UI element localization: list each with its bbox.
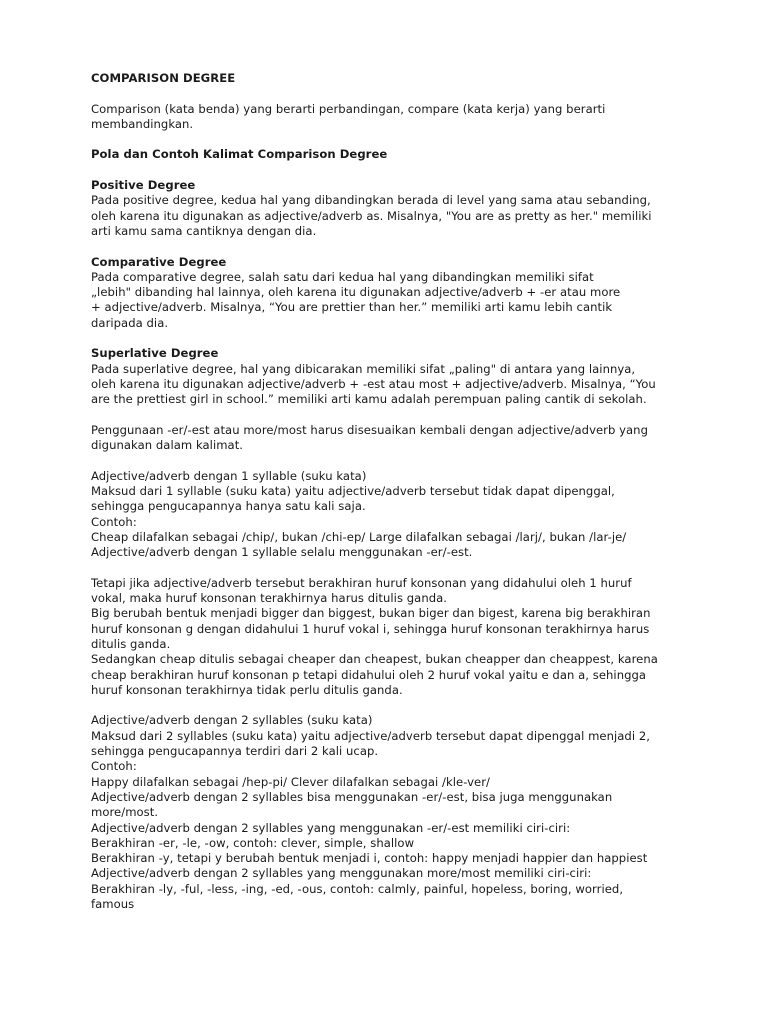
heading — [91, 178, 691, 193]
paragraph — [91, 102, 691, 133]
paragraph-gap — [91, 239, 691, 254]
paragraph-gap — [91, 453, 691, 468]
text-line: digunakan dalam kalimat. — [91, 438, 244, 453]
text-line: huruf konsonan terakhirnya tidak perlu ditulis ganda. — [91, 682, 403, 697]
paragraph — [91, 713, 691, 912]
text-line: Maksud dari 1 syllable (suku kata) yaitu adjective/adverb tersebut tidak dapat dipenggal, — [91, 484, 615, 499]
text-line: Positive Degree — [91, 178, 196, 193]
paragraph — [91, 193, 691, 239]
text-line: Pola dan Contoh Kalimat Comparison Degree — [91, 147, 388, 162]
text-line: ditulis ganda. — [91, 636, 171, 651]
text-line: Adjective/adverb dengan 1 syllable (suku kata) — [91, 468, 367, 483]
text-line: cheap berakhiran huruf konsonan p tetapi didahului oleh 2 huruf vokal yaitu e dan a, sehingga — [91, 667, 647, 682]
paragraph — [91, 469, 691, 561]
paragraph-gap — [91, 408, 691, 423]
paragraph-gap — [91, 163, 691, 178]
text-line: Cheap dilafalkan sebagai /chip/, bukan /chi-ep/ Large dilafalkan sebagai /larj/, bukan /lar-je/ — [91, 529, 627, 544]
text-line: famous — [91, 897, 135, 912]
heading — [91, 71, 691, 86]
paragraph-gap — [91, 698, 691, 713]
text-line: Happy dilafalkan sebagai /hep-pi/ Clever dilafalkan sebagai /kle-ver/ — [91, 774, 490, 789]
text-line: arti kamu sama cantiknya dengan dia. — [91, 223, 317, 238]
text-line: vokal, maka huruf konsonan terakhirnya harus ditulis ganda. — [91, 591, 448, 606]
paragraph — [91, 423, 691, 454]
text-line: Comparative Degree — [91, 254, 227, 269]
text-line: Maksud dari 2 syllables (suku kata) yaitu adjective/adverb tersebut dapat dipenggal menjadi 2, — [91, 728, 651, 743]
paragraph-gap — [91, 331, 691, 346]
text-line: Superlative Degree — [91, 346, 219, 361]
text-line: Pada comparative degree, salah satu dari kedua hal yang dibandingkan memiliki sifat — [91, 269, 594, 284]
heading — [91, 147, 691, 162]
text-line: sehingga pengucapannya terdiri dari 2 kali ucap. — [91, 744, 379, 759]
text-line: Sedangkan cheap ditulis sebagai cheaper dan cheapest, bukan cheapper dan cheappest, karena — [91, 652, 658, 667]
text-line: Adjective/adverb dengan 1 syllable selalu menggunakan -er/-est. — [91, 545, 473, 560]
text-line: Comparison (kata benda) yang berarti perbandingan, compare (kata kerja) yang berarti — [91, 101, 606, 116]
text-line: Adjective/adverb dengan 2 syllables yang menggunakan more/most memiliki ciri-ciri: — [91, 866, 592, 881]
paragraph — [91, 362, 691, 408]
text-line: Contoh: — [91, 514, 137, 529]
paragraph-gap — [91, 561, 691, 576]
text-line: daripada dia. — [91, 315, 169, 330]
text-line: Berakhiran -ly, -ful, -less, -ing, -ed, -ous, contoh: calmly, painful, hopeless, boring, worried, — [91, 881, 624, 896]
text-line: Pada superlative degree, hal yang dibicarakan memiliki sifat „paling" di antara yang lainnya, — [91, 361, 636, 376]
text-line: Adjective/adverb dengan 2 syllables bisa menggunakan -er/-est, bisa juga menggunakan — [91, 789, 613, 804]
text-line: oleh karena itu digunakan as adjective/adverb as. Misalnya, "You are as pretty as her." memiliki — [91, 208, 652, 223]
text-line: sehingga pengucapannya hanya satu kali saja. — [91, 499, 366, 514]
text-line: more/most. — [91, 805, 159, 820]
text-line: Berakhiran -y, tetapi y berubah bentuk menjadi i, contoh: happy menjadi happier dan happiest — [91, 851, 648, 866]
text-line: Pada positive degree, kedua hal yang dibandingkan berada di level yang sama atau sebanding, — [91, 193, 651, 208]
text-line: are the prettiest girl in school.” memiliki arti kamu adalah perempuan paling cantik di sekolah. — [91, 392, 647, 407]
text-line: „lebih" dibanding hal lainnya, oleh karena itu digunakan adjective/adverb + -er atau more — [91, 285, 621, 300]
heading — [91, 346, 691, 361]
document-page — [91, 71, 691, 912]
text-line: Penggunaan -er/-est atau more/most harus disesuaikan kembali dengan adjective/adverb yang — [91, 422, 648, 437]
text-line: COMPARISON DEGREE — [91, 71, 236, 85]
paragraph-gap — [91, 132, 691, 147]
text-line: huruf konsonan g dengan didahului 1 huruf vokal i, sehingga huruf konsonan terakhirnya harus — [91, 621, 650, 636]
text-line: Big berubah bentuk menjadi bigger dan biggest, bukan biger dan bigest, karena big berakhiran — [91, 606, 651, 621]
paragraph — [91, 270, 691, 331]
text-line: oleh karena itu digunakan adjective/adverb + -est atau most + adjective/adverb. Misalnya, “You — [91, 376, 656, 391]
text-line: Tetapi jika adjective/adverb tersebut berakhiran huruf konsonan yang didahului oleh 1 huruf — [91, 575, 632, 590]
heading — [91, 255, 691, 270]
text-line: + adjective/adverb. Misalnya, “You are prettier than her.” memiliki arti kamu lebih cantik — [91, 300, 613, 315]
text-line: membandingkan. — [91, 116, 194, 131]
text-line: Adjective/adverb dengan 2 syllables (suku kata) — [91, 713, 373, 728]
paragraph-gap — [91, 86, 691, 101]
text-line: Berakhiran -er, -le, -ow, contoh: clever, simple, shallow — [91, 835, 415, 850]
text-line: Adjective/adverb dengan 2 syllables yang menggunakan -er/-est memiliki ciri-ciri: — [91, 820, 571, 835]
paragraph — [91, 576, 691, 698]
text-line: Contoh: — [91, 759, 137, 774]
